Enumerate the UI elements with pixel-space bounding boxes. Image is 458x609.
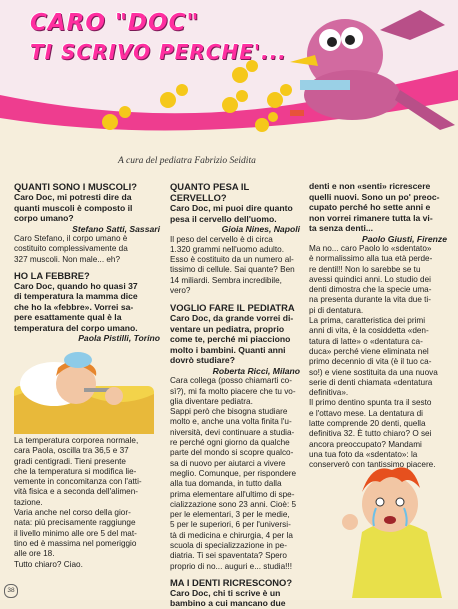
question-line: cupato perché ho sette anni e <box>309 202 431 212</box>
question-line: temperatura del corpo umano. <box>14 322 138 333</box>
column-1-answer <box>14 436 160 570</box>
question-line: quanti muscoli è composto il <box>14 202 133 213</box>
answer-line: diatria. Ti sei spaventata? Spero <box>170 551 287 561</box>
answer-line: 14 miliardi. Sembra incredibile, <box>170 275 282 285</box>
answer-line: glia diventare pediatra. <box>170 396 253 406</box>
question-line: Caro Doc, da grande vorrei di- <box>170 313 294 324</box>
answer-line: e l'ottavo mese. La dentatura di <box>309 408 423 418</box>
answer-line: Il peso del cervello è di circa <box>170 234 273 244</box>
signature: Roberta Ricci, Milano <box>212 365 300 376</box>
answer-line: vità fisica e a seconda dell'alimen- <box>14 487 138 497</box>
question-line: pesa il cervello dell'uomo. <box>170 213 277 224</box>
answer-line: meglio. Comunque, per rispondere <box>170 468 297 478</box>
answer-line: Ma no... caro Paolo lo «sdentato» <box>309 244 432 253</box>
question-line: bambino a cui mancano due <box>170 598 286 609</box>
question-line: Caro Doc, quando ho quasi 37 <box>14 280 138 291</box>
question-line: come te, perché mi piacciono <box>170 334 291 345</box>
answer-line: so!) e viene sostituita da una nuova <box>309 367 438 377</box>
answer-line: anni di vita, è la cosiddetta «den- <box>309 326 429 336</box>
answer-line: cializzazione sono 23 anni. Cioè: 5 <box>170 499 297 509</box>
answer-line: 327 muscoli. Non male... eh? <box>14 254 121 264</box>
question-line: pere esattamente qual è la <box>14 312 122 323</box>
sick-girl-illustration <box>14 336 154 434</box>
answer-line: alla tua domanda, in tutto dalla <box>170 479 282 489</box>
answer-line: definitiva 32. È tutto chiaro? O sei <box>309 429 432 439</box>
question-line: dovrò studiare? <box>170 355 235 366</box>
answer-line: na presenta durante la vita due ti- <box>309 295 431 305</box>
answer-line: Caro Stefano, il corpo umano è <box>14 234 128 243</box>
answer-line: per le elementari, 3 per le medie, <box>170 510 290 520</box>
answer-line: tino ed è massima nel pomeriggio <box>14 538 137 548</box>
section-heading: VOGLIO FARE IL PEDIATRA <box>170 302 295 314</box>
answer-line: tatura di latte» o «dentatura ca- <box>309 336 423 346</box>
question-line: Caro Doc, mi potresti dire da <box>14 192 132 202</box>
answer-line: duca» perché viene eliminata nel <box>309 346 429 356</box>
question-line: denti e non «senti» ricrescere <box>309 181 431 191</box>
question-line: corpo umano? <box>14 213 74 223</box>
answer-line: vemente in concomitanza con l'atti- <box>14 477 142 487</box>
answer-line: nata: più precisamente raggiunge <box>14 518 136 528</box>
question-line: Caro Doc, mi puoi dire quanto <box>170 203 293 213</box>
header-banner <box>0 0 458 150</box>
answer-line: pi di dentatura. <box>309 305 364 315</box>
answer-line: alle ore 18. <box>14 549 55 559</box>
answer-line: scuola di specializzazione in pe- <box>170 541 287 551</box>
page-number: 38 <box>4 584 18 598</box>
answer-line: conserverò con tantissimo piacere. <box>309 460 436 470</box>
answer-line: primo decennio di vita (è il tuo ca- <box>309 357 432 367</box>
answer-line: costituito complessivamente da <box>14 244 128 254</box>
answer-line: tazione. <box>14 497 43 507</box>
answer-line: parte del mondo si scopre qualco- <box>170 448 294 458</box>
answer-line: è normalissimo alla tua età perde- <box>309 254 433 264</box>
answer-line: Cara collega (posso chiamarti co- <box>170 376 292 386</box>
answer-line: sa di nuovo per aiutarci a vivere <box>170 458 286 468</box>
answer-line: il livello minimo alle ore 5 del mat- <box>14 528 137 538</box>
answer-line: proprio di no... auguri e... studia!!! <box>170 561 292 571</box>
signature: Stefano Satti, Sassari <box>72 223 160 234</box>
crying-boy-illustration <box>332 452 452 598</box>
answer-line: re perché ogni giorno da qualche <box>170 438 290 448</box>
column-3 <box>309 181 447 471</box>
question-line: Caro Doc, chi ti scrive è un <box>170 587 281 598</box>
answer-line: Sappi però che bisogna studiare <box>170 407 288 417</box>
question-line: non vorrei rimanere tutta la vi- <box>309 212 433 223</box>
credit-line: A cura del pediatra Fabrizio Seidita <box>118 156 256 166</box>
answer-line: tà di medicina e chirurgia, 4 per la <box>170 530 293 540</box>
answer-line: sì?), mi fa molto piacere che tu vo- <box>170 386 296 396</box>
answer-line: Tutto chiaro? Ciao. <box>14 559 83 569</box>
answer-line: niversità, devi continuare a studia- <box>170 427 295 437</box>
signature: Gioia Nines, Napoli <box>221 224 300 234</box>
answer-line: ancora preoccupato? Mandami <box>309 439 422 449</box>
answer-line: vero? <box>170 285 191 295</box>
title-line-2: TI SCRIVO PERCHE'... <box>30 40 287 64</box>
answer-line: Il primo dentino spunta tra il sesto <box>309 398 432 408</box>
answer-line: cara Paola, oscilla tra 36,5 e 37 <box>14 446 129 456</box>
answer-line: Esso è costituito da un numero al- <box>170 255 294 265</box>
answer-line: che la temperatura si modifica lie- <box>14 466 137 476</box>
question-line: ta senza denti... <box>309 223 373 233</box>
answer-line: 5 per le superiori, 6 per l'universi- <box>170 520 291 530</box>
title-line-1: CARO "DOC" <box>30 10 200 36</box>
answer-line: tissimo di cellule. Sai quante? Ben <box>170 265 295 275</box>
question-line: che ho la «febbre». Vorrei sa- <box>14 301 134 312</box>
question-line: di temperatura la mamma dice <box>14 291 138 302</box>
answer-line: La temperatura corporea normale, <box>14 436 139 445</box>
section-heading: QUANTO PESA IL CERVELLO? <box>170 181 250 203</box>
answer-line: avessi quindici anni. Lo studio dei <box>309 274 431 284</box>
column-1 <box>14 181 160 344</box>
question-line: ventare un pediatra, proprio <box>170 323 285 334</box>
section-heading: QUANTI SONO I MUSCOLI? <box>14 181 137 192</box>
answer-line: La prima, caratteristica dei primi <box>309 316 426 326</box>
signature: Paola Pistilli, Torino <box>78 333 160 344</box>
question-line: molto i bambini. Quanti anni <box>170 344 286 355</box>
answer-line: prima elementare all'ultimo di spe- <box>170 489 295 499</box>
answer-line: una tua foto da «sdentato»: la <box>309 449 418 459</box>
answer-line: molto e, anche una volta finita l'u- <box>170 417 292 427</box>
answer-line: denti dimostra che la specie uma- <box>309 285 432 295</box>
question-line: quelli nuovi. Sono un po' preoc- <box>309 191 440 202</box>
column-2 <box>170 181 300 609</box>
answer-line: gradi centigradi. Tieni presente <box>14 456 126 466</box>
answer-line: re dentil!! Non lo sarebbe se tu <box>309 264 421 274</box>
answer-line: 1.320 grammi nell'uomo adulto. <box>170 244 284 254</box>
answer-line: definitiva». <box>309 388 349 398</box>
section-heading: HO LA FEBBRE? <box>14 269 90 281</box>
signature: Paolo Giusti, Firenze <box>362 233 447 244</box>
answer-line: Varia anche nel corso della gior- <box>14 508 131 518</box>
answer-line: latte comprende 20 denti, quella <box>309 419 426 429</box>
answer-line: serie di denti chiamata «dentatura <box>309 377 433 387</box>
section-heading: MA I DENTI RICRESCONO? <box>170 576 293 588</box>
